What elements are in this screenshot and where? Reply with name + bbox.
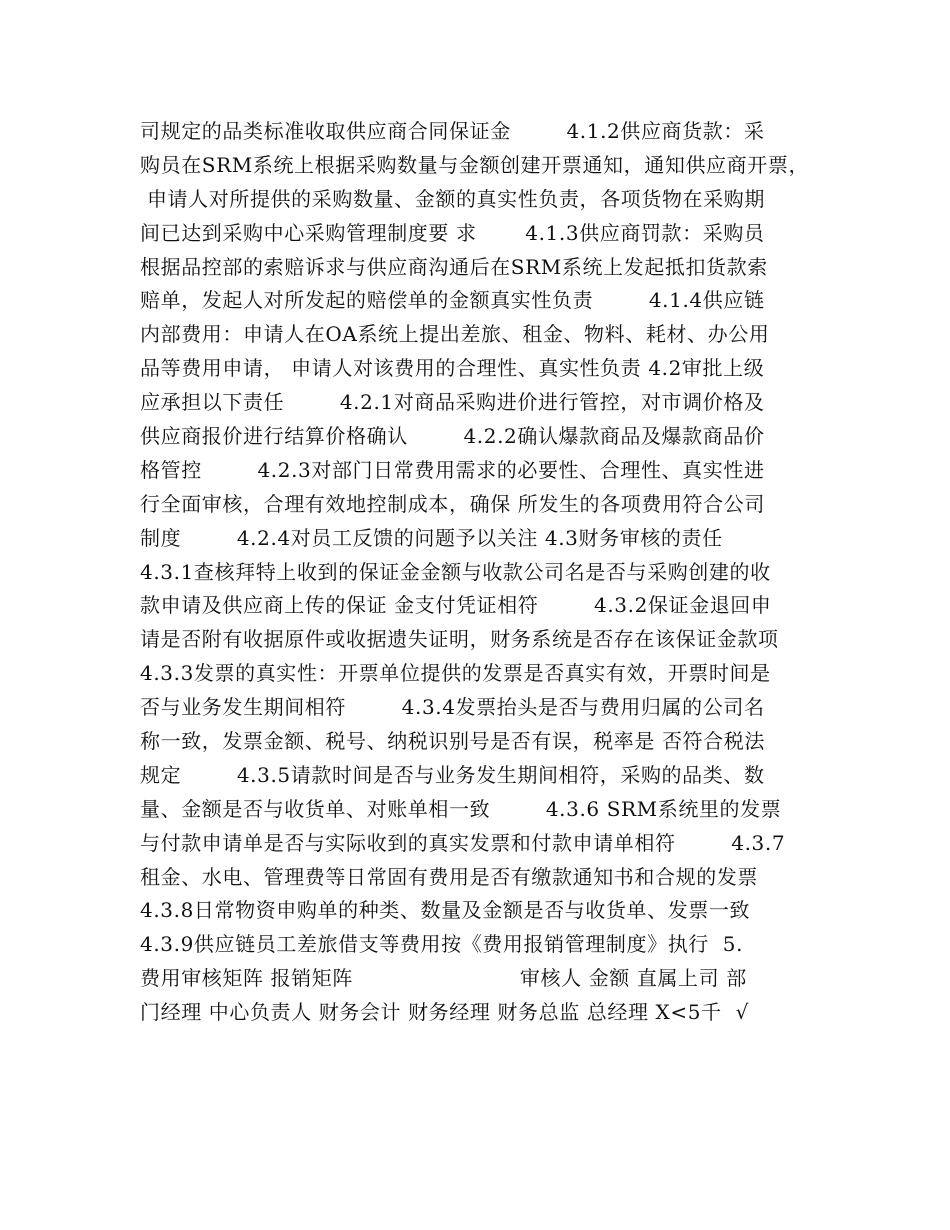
text-line: 量、金额是否与收货单、对账单相一致 4.3.6 SRM系统里的发票 [140,796,782,821]
text-line: 根据品控部的索赔诉求与供应商沟通后在SRM系统上发起抵扣货款索 [140,254,768,279]
text-line: 行全面审核，合理有效地控制成本，确保 所发生的各项费用符合公司 [140,491,765,516]
text-line: 与付款申请单是否与实际收到的真实发票和付款申请单相符 4.3.7 [140,830,786,855]
text-line: 费用审核矩阵 报销矩阵 审核人 金额 直属上司 部 [140,966,747,991]
text-line: 4.3.3发票的真实性：开票单位提供的发票是否真实有效，开票时间是 [140,661,771,686]
text-line: 款申请及供应商上传的保证 金支付凭证相符 4.3.2保证金退回申 [140,593,772,618]
text-line: 申请人对所提供的采购数量、金额的真实性负责，各项货物在采购期 [140,186,765,211]
text-line: 应承担以下责任 4.2.1对商品采购进价进行管控，对市调价格及 [140,390,765,415]
text-line: 否与业务发生期间相符 4.3.4发票抬头是否与费用归属的公司名 [140,695,765,720]
text-line: 租金、水电、管理费等日常固有费用是否有缴款通知书和合规的发票 [140,864,758,889]
text-line: 赔单，发起人对所发起的赔偿单的金额真实性负责 4.1.4供应链 [140,288,765,313]
text-line: 门经理 中心负责人 财务会计 财务经理 财务总监 总经理 X<5千 √ [140,1000,749,1025]
text-line: 品等费用申请， 申请人对该费用的合理性、真实性负责 4.2审批上级 [140,356,765,381]
text-line: 规定 4.3.5请款时间是否与业务发生期间相符，采购的品类、数 [140,762,765,787]
text-line: 称一致，发票金额、税号、纳税识别号是否有误，税率是 否符合税法 [140,729,765,754]
text-line: 4.3.9供应链员工差旅借支等费用按《费用报销管理制度》执行 5. [140,932,744,957]
text-line: 内部费用：申请人在OA系统上提出差旅、租金、物料、耗材、办公用 [140,322,770,347]
text-line: 请是否附有收据原件或收据遗失证明，财务系统是否存在该保证金款项 [140,627,779,652]
text-line: 制度 4.2.4对员工反馈的问题予以关注 4.3财务审核的责任 [140,525,723,550]
text-line: 供应商报价进行结算价格确认 4.2.2确认爆款商品及爆款商品价 [140,424,765,449]
body-text [140,115,820,1030]
text-line: 4.3.1查核拜特上收到的保证金金额与收款公司名是否与采购创建的收 [140,559,771,584]
text-line: 间已达到采购中心采购管理制度要 求 4.1.3供应商罚款：采购员 [140,220,765,245]
text-line: 购员在SRM系统上根据采购数量与金额创建开票通知，通知供应商开票， [140,152,810,177]
text-line: 4.3.8日常物资申购单的种类、数量及金额是否与收货单、发票一致 [140,898,751,923]
text-line: 格管控 4.2.3对部门日常费用需求的必要性、合理性、真实性进 [140,457,765,482]
text-line: 司规定的品类标准收取供应商合同保证金 4.1.2供应商货款：采 [140,119,765,143]
